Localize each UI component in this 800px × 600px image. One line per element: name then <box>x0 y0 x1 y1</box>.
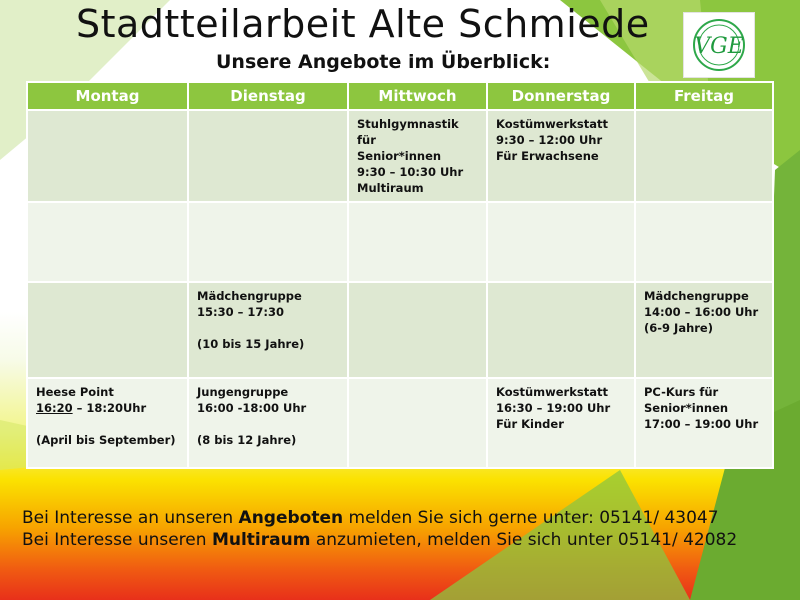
table-row <box>27 202 773 282</box>
table-header-row <box>27 82 773 110</box>
cell-donnerstag <box>487 282 635 378</box>
cell-mittwoch <box>348 378 487 468</box>
header-mittwoch: Mittwoch <box>348 82 487 110</box>
cell-montag-heese-point <box>27 378 188 468</box>
header-dienstag: Dienstag <box>188 82 348 110</box>
table-row <box>27 282 773 378</box>
header-montag: Montag <box>27 82 188 110</box>
footer-contact-multiraum <box>22 530 737 550</box>
footer-line1-pre: Bei Interesse an unseren <box>22 508 239 528</box>
footer-line1-bold: Angeboten <box>238 508 344 528</box>
cell-donnerstag: Kostümwerkstatt 16:30 – 19:00 Uhr Für Kinder <box>487 378 635 468</box>
footer-line2-bold: Multiraum <box>211 530 311 550</box>
footer-line2-post: anzumieten, melden Sie sich unter 05141/ 42082 <box>310 530 738 550</box>
footer-line1-post: melden Sie sich gerne unter: 05141/ 43047 <box>343 508 719 528</box>
heese-point-name: Heese Point <box>36 385 114 399</box>
cell-freitag <box>635 202 773 282</box>
cell-freitag: Mädchengruppe 14:00 – 16:00 Uhr (6-9 Jahre) <box>635 282 773 378</box>
heese-point-season: (April bis September) <box>36 433 176 447</box>
cell-mittwoch <box>348 202 487 282</box>
header-freitag: Freitag <box>635 82 773 110</box>
footer-contact-offers <box>22 508 719 528</box>
organization-logo <box>683 12 755 78</box>
heese-point-time-end: – 18:20Uhr <box>72 401 147 415</box>
heese-point-time <box>36 400 179 416</box>
cell-donnerstag: Kostümwerkstatt 9:30 – 12:00 Uhr Für Erwachsene <box>487 110 635 202</box>
cell-mittwoch <box>348 282 487 378</box>
cell-freitag: PC-Kurs für Senior*innen 17:00 – 19:00 Uhr <box>635 378 773 468</box>
cell-montag <box>27 282 188 378</box>
cell-montag <box>27 202 188 282</box>
schedule-table <box>26 81 774 469</box>
cell-dienstag: Mädchengruppe 15:30 – 17:30 (10 bis 15 Jahre) <box>188 282 348 378</box>
cell-dienstag <box>188 110 348 202</box>
cell-dienstag: Jungengruppe 16:00 -18:00 Uhr (8 bis 12 Jahre) <box>188 378 348 468</box>
header-donnerstag: Donnerstag <box>487 82 635 110</box>
page-title: Stadtteilarbeit Alte Schmiede <box>76 2 650 46</box>
footer-line2-pre: Bei Interesse unseren <box>22 530 212 550</box>
svg-text:VGE: VGE <box>694 34 744 59</box>
heese-point-time-start: 16:20 <box>36 401 73 415</box>
cell-mittwoch: Stuhlgymnastik für Senior*innen 9:30 – 10:30 Uhr Multiraum <box>348 110 487 202</box>
cell-montag <box>27 110 188 202</box>
cell-freitag <box>635 110 773 202</box>
cell-dienstag <box>188 202 348 282</box>
cell-donnerstag <box>487 202 635 282</box>
table-row <box>27 378 773 468</box>
page-subtitle: Unsere Angebote im Überblick: <box>216 51 551 73</box>
vgs-logo-icon <box>684 13 754 77</box>
table-row <box>27 110 773 202</box>
